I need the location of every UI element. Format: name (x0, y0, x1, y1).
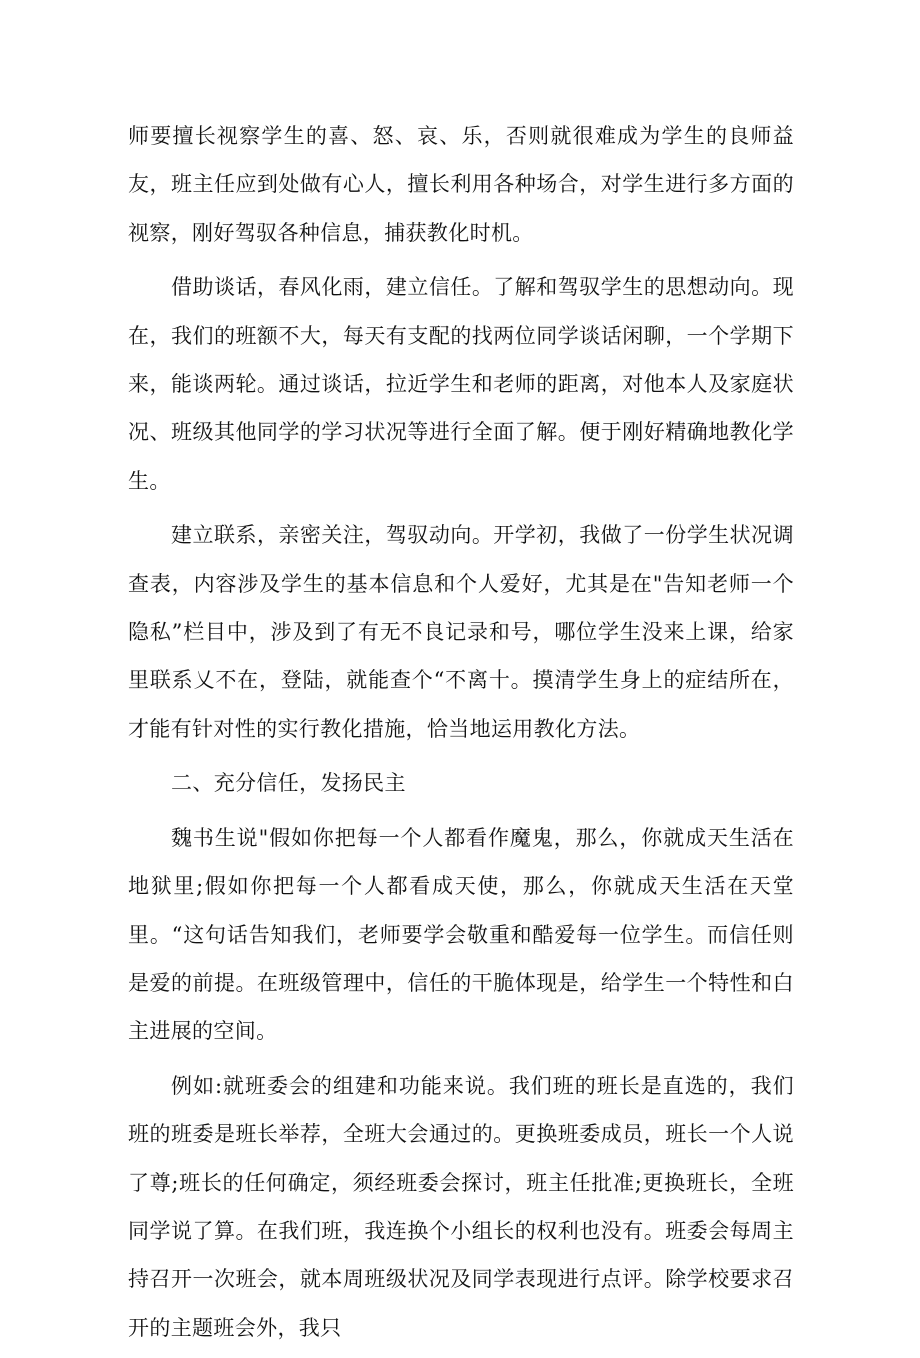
document-body (128, 112, 794, 1358)
paragraph-4: 魏书生说"假如你把每一个人都看作魔鬼，那么，你就成天生活在地狱里;假如你把每一个人都看成天使，那么，你就成天生活在天堂里。“这句话告知我们，老师要学会敬重和酷爱每一位学生。而信任则是爱的前提。在班级管理中，信任的干脆体现是，给学生一个特性和白主进展的空间。 (128, 826, 794, 1044)
paragraph-3: 建立联系，亲密关注，驾驭动向。开学初，我做了一份学生状况调查表，内容涉及学生的基本信息和个人爱好，尤其是在"告知老师一个隐私”栏目中，涉及到了有无不良记录和号，哪位学生没来上课，给家里联系乂不在，登陆，就能查个“不离十。摸清学生身上的症结所在，才能有针对性的实行教化措施，恰当地运用教化方法。 (128, 523, 794, 741)
paragraph-2: 借助谈话，春风化雨，建立信任。了解和驾驭学生的思想动向。现在，我们的班额不大，每天有支配的找两位同学谈话闲聊，一个学期下来，能谈两轮。通过谈话，拉近学生和老师的距离，对他本人及家庭状况、班级其他同学的学习状况等进行全面了解。便于刚好精确地教化学生。 (128, 275, 794, 493)
paragraph-1-continued: 师要擅长视察学生的喜、怒、哀、乐，否则就很难成为学生的良师益友，班主任应到处做有心人，擅长利用各种场合，对学生进行多方面的视察，刚好驾驭各种信息，捕获教化时机。 (128, 124, 794, 245)
paragraph-5: 例如:就班委会的组建和功能来说。我们班的班长是直选的，我们班的班委是班长举荐，全班大会通过的。更换班委成员，班长一个人说了尊;班长的任何确定，须经班委会探讨，班主任批准;更换班长，全班同学说了算。在我们班，我连换个小组长的权利也没有。班委会每周主持召开一次班会，就本周班级状况及同学表现进行点评。除学校要求召开的主题班会外，我只 (128, 1074, 794, 1340)
section-heading: 二、充分信任，发扬民主 (171, 771, 406, 796)
